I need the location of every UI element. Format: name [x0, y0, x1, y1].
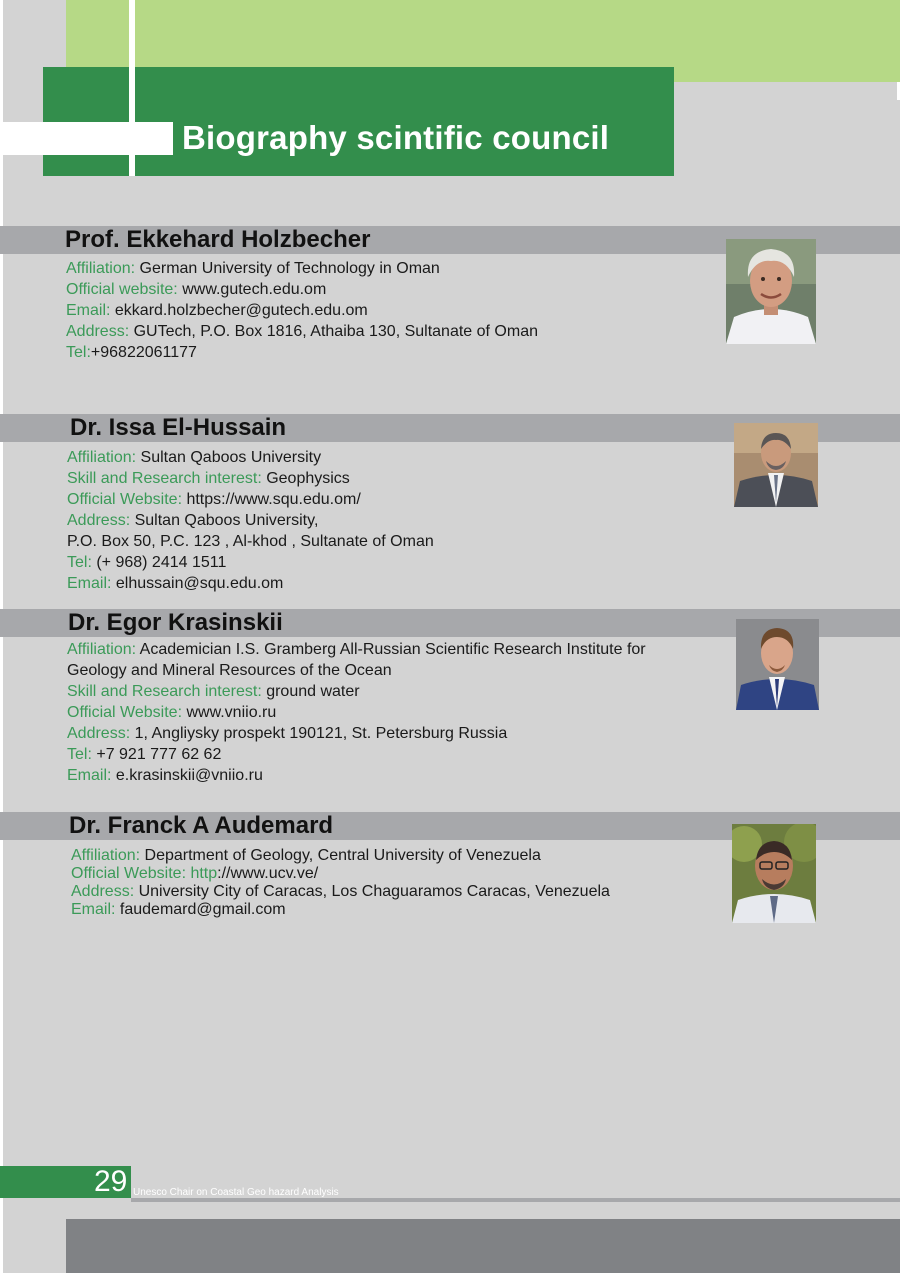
info-line — [67, 510, 434, 531]
info-line — [67, 573, 434, 594]
info-line — [71, 865, 610, 883]
page-title: Biography scintific council — [182, 119, 610, 156]
info-label: Skill and Research interest: — [67, 683, 267, 700]
member-name: Dr. Franck A Audemard — [69, 812, 334, 839]
info-value: Geology and Mineral Resources of the Ocean — [67, 662, 392, 679]
info-value: ground water — [266, 683, 360, 700]
member-name: Prof. Ekkehard Holzbecher — [65, 226, 371, 253]
portrait-icon — [726, 239, 816, 344]
member-info — [71, 847, 610, 919]
member-info — [67, 639, 646, 786]
info-value: (+ 968) 2414 1511 — [96, 554, 227, 571]
info-line — [67, 765, 646, 786]
info-value: ://www.ucv.ve/ — [217, 865, 319, 882]
info-line — [67, 702, 646, 723]
info-line — [66, 321, 538, 342]
info-line — [66, 342, 538, 363]
bottom-gray-band — [66, 1219, 900, 1273]
info-label: Email: — [66, 302, 115, 319]
info-label: Address: — [66, 323, 134, 340]
title-white-bar — [0, 122, 173, 155]
portrait-photo-holzbecher — [726, 239, 816, 344]
info-label: Official Website: http — [71, 865, 218, 882]
info-label: Official Website: — [67, 491, 187, 508]
info-value: +96822061177 — [90, 344, 197, 361]
info-value: Academician I.S. Gramberg All-Russian Scientific Research Institute for — [139, 641, 646, 658]
info-line — [67, 681, 646, 702]
info-value: elhussain@squ.edu.om — [115, 575, 284, 592]
portrait-icon — [736, 619, 819, 710]
info-line — [71, 901, 610, 919]
portrait-icon — [734, 423, 818, 507]
info-value: www.gutech.edu.om — [182, 281, 327, 298]
info-line — [67, 639, 646, 660]
member-name: Dr. Egor Krasinskii — [68, 609, 283, 636]
info-line — [67, 744, 646, 765]
info-label: Affiliation: — [71, 847, 145, 864]
portrait-icon — [732, 824, 816, 923]
info-line — [66, 279, 538, 300]
info-line — [67, 660, 646, 681]
info-line — [67, 489, 434, 510]
info-label: Address: — [67, 725, 135, 742]
info-label: Address: — [67, 512, 135, 529]
info-label: Tel: — [67, 554, 97, 571]
info-value: P.O. Box 50, P.C. 123 , Al-khod , Sultanate of Oman — [67, 533, 434, 550]
info-label: Address: — [71, 883, 139, 900]
info-line — [67, 552, 434, 573]
info-value: Sultan Qaboos University — [140, 449, 322, 466]
info-label: Email: — [67, 767, 116, 784]
info-label: Tel: — [66, 344, 91, 361]
portrait-photo-krasinskii — [736, 619, 819, 710]
title-white-line — [129, 0, 135, 176]
info-value: e.krasinskii@vniio.ru — [115, 767, 263, 784]
info-label: Email: — [67, 575, 116, 592]
info-value: Department of Geology, Central University of Venezuela — [144, 847, 541, 864]
info-label: Official website: — [66, 281, 183, 298]
info-label: Skill and Research interest: — [67, 470, 267, 487]
info-value: Geophysics — [266, 470, 350, 487]
info-line — [67, 723, 646, 744]
member-name: Dr. Issa El-Hussain — [70, 414, 287, 441]
info-label: Email: — [71, 901, 120, 918]
info-value: www.vniio.ru — [186, 704, 277, 721]
info-value: faudemard@gmail.com — [119, 901, 286, 918]
info-value: +7 921 777 62 62 — [96, 746, 222, 763]
info-label: Official Website: — [67, 704, 187, 721]
portrait-photo-el-hussain — [734, 423, 818, 507]
info-value: Sultan Qaboos University, — [134, 512, 319, 529]
info-line — [71, 883, 610, 901]
info-value: 1, Angliysky prospekt 190121, St. Petersburg Russia — [134, 725, 508, 742]
info-line — [67, 447, 434, 468]
info-line — [66, 258, 538, 279]
info-value: https://www.squ.edu.om/ — [186, 491, 361, 508]
page-number: 29 — [94, 1165, 128, 1198]
info-line — [71, 847, 610, 865]
portrait-photo-audemard — [732, 824, 816, 923]
info-line — [67, 531, 434, 552]
footer-divider — [131, 1198, 900, 1202]
info-line — [67, 468, 434, 489]
info-value: ekkard.holzbecher@gutech.edu.om — [114, 302, 368, 319]
info-label: Affiliation: — [67, 641, 140, 658]
info-label: Affiliation: — [67, 449, 141, 466]
info-line — [66, 300, 538, 321]
member-info — [66, 258, 538, 363]
info-value: University City of Caracas, Los Chaguaramos Caracas, Venezuela — [138, 883, 610, 900]
footer-text: Unesco Chair on Coastal Geo hazard Analysis — [133, 1187, 339, 1198]
info-value: GUTech, P.O. Box 1816, Athaiba 130, Sultanate of Oman — [133, 323, 538, 340]
info-label: Affiliation: — [66, 260, 140, 277]
info-value: German University of Technology in Oman — [139, 260, 440, 277]
info-label: Tel: — [67, 746, 97, 763]
member-info — [67, 447, 434, 594]
